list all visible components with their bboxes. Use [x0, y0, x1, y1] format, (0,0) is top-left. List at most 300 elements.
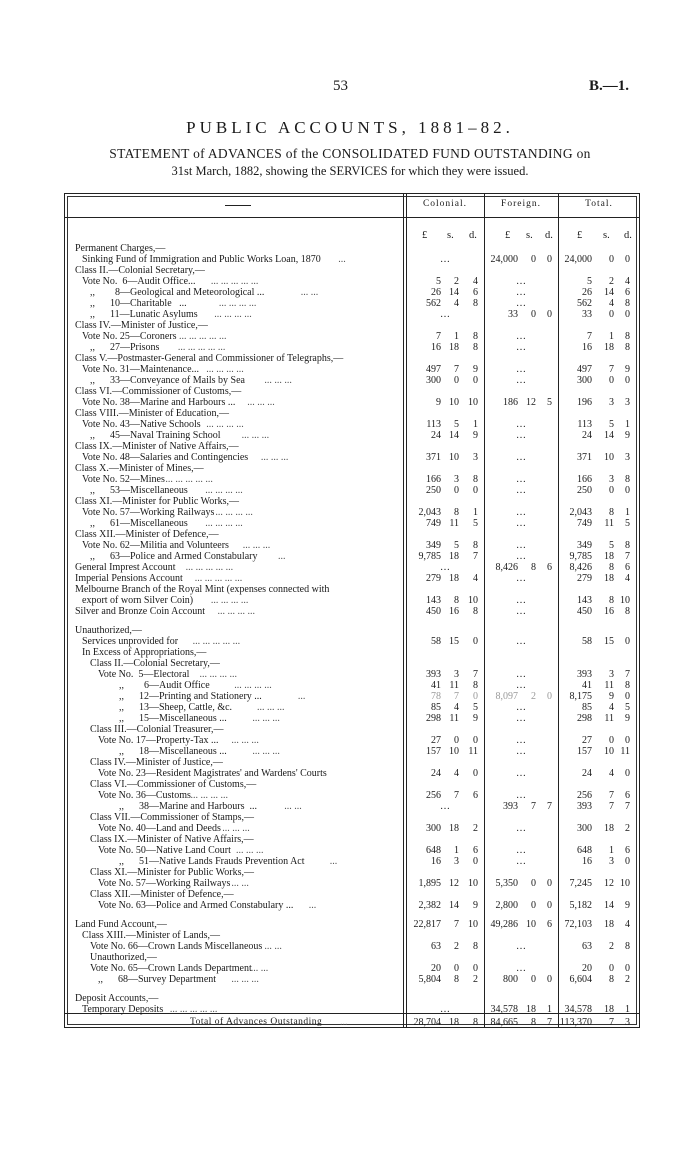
colonial-pounds: 300: [426, 823, 441, 834]
total-pounds: 562: [577, 298, 592, 309]
row-label: Total of Advances Outstanding: [190, 1017, 323, 1027]
leader-dots: ... ... ... ... ...: [165, 474, 213, 485]
total-pence: 10: [620, 878, 630, 889]
total-shillings: 0: [609, 963, 614, 974]
foreign-pence: 0: [547, 900, 552, 911]
total-shillings: 18: [604, 551, 614, 562]
total-pounds: 8,175: [569, 691, 592, 702]
foreign-nil: …: [516, 287, 526, 298]
leader-dots: ... ... ...: [231, 735, 259, 746]
foreign-shillings: 12: [526, 397, 536, 408]
colonial-shillings: 2: [454, 276, 459, 287]
foreign-nil: …: [516, 342, 526, 353]
total-pence: 4: [625, 573, 630, 584]
leader-dots: ... ...: [264, 941, 282, 952]
total-pounds: 300: [577, 375, 592, 386]
colonial-pence: 10: [468, 397, 478, 408]
statement-title: STATEMENT of ADVANCES of the CONSOLIDATED FUND OUTSTANDING on: [109, 146, 591, 161]
colonial-pence: 7: [473, 669, 478, 680]
total-shillings: 3: [609, 669, 614, 680]
total-pounds: 300: [577, 823, 592, 834]
colonial-pence: 0: [473, 735, 478, 746]
row-label: Vote No. 65—Crown Lands Department: [90, 963, 252, 974]
total-shillings: 4: [609, 702, 614, 713]
total-shillings: 0: [609, 735, 614, 746]
colonial-pounds: 256: [426, 790, 441, 801]
colonial-pounds: 450: [426, 606, 441, 617]
leader-dots: ... ... ... ... ...: [185, 562, 234, 573]
total-pence: 7: [625, 801, 630, 812]
foreign-nil: …: [516, 790, 526, 801]
total-pounds: 33: [582, 309, 592, 320]
row-label: In Excess of Appropriations,—: [82, 647, 207, 658]
total-shillings: 16: [604, 606, 614, 617]
colonial-pence: 5: [473, 518, 478, 529]
colonial-pounds: 113: [426, 419, 441, 430]
table-row: [0, 605, 700, 618]
total-pence: 3: [625, 452, 630, 463]
leader-dots: ... ... ... ... ...: [179, 331, 227, 342]
colonial-pounds: 166: [426, 474, 441, 485]
total-pounds: 749: [577, 518, 592, 529]
foreign-nil: …: [516, 941, 526, 952]
colonial-shillings: 8: [454, 595, 459, 606]
total-pence: 5: [625, 518, 630, 529]
total-pence: 8: [625, 540, 630, 551]
total-pence: 0: [625, 768, 630, 779]
total-pounds: 6,604: [569, 974, 592, 985]
row-label: Class VI.—Commissioner of Customs,—: [75, 386, 242, 397]
colonial-pounds: 78: [431, 691, 441, 702]
total-pence: 8: [625, 941, 630, 952]
colonial-shillings: 8: [454, 507, 459, 518]
colonial-pence: 10: [468, 919, 478, 930]
leader-dots: ... ... ... ...: [218, 298, 257, 309]
total-shillings: 0: [609, 254, 614, 265]
foreign-pence: 7: [547, 801, 552, 812]
foreign-shillings: 0: [531, 309, 536, 320]
document-reference: B.—1.: [589, 78, 630, 94]
colonial-header: Colonial.: [422, 199, 468, 209]
colonial-pence: 0: [473, 768, 478, 779]
colonial-shillings: 18: [449, 1017, 459, 1028]
total-shillings: 0: [609, 485, 614, 496]
leader-dots: ... ... ...: [260, 452, 289, 463]
colonial-shillings: 0: [454, 485, 459, 496]
colonial-pounds: 648: [426, 845, 441, 856]
total-pounds: 24: [582, 768, 592, 779]
total-pence: 0: [625, 309, 630, 320]
colonial-shillings: 11: [449, 518, 459, 529]
total-shillings: 5: [609, 540, 614, 551]
total-pounds: 143: [577, 595, 592, 606]
total-pounds: 2,043: [569, 507, 592, 518]
colonial-pence: 9: [473, 430, 478, 441]
colonial-pence: 8: [473, 1017, 478, 1028]
colonial-pence: 0: [473, 375, 478, 386]
foreign-nil: …: [516, 375, 526, 386]
colonial-pence: 9: [473, 364, 478, 375]
colonial-pounds: 16: [431, 856, 441, 867]
foreign-pence: 7: [547, 1017, 552, 1028]
total-shillings: 8: [609, 974, 614, 985]
total-shillings: 10: [604, 452, 614, 463]
table-row: [0, 1003, 700, 1016]
total-pence: 7: [625, 551, 630, 562]
colonial-pounds: 1,895: [418, 878, 441, 889]
leader-dots: ... ... ... ...: [214, 309, 252, 320]
total-shillings: 8: [609, 507, 614, 518]
leader-dots: ... ... ... ...: [205, 518, 243, 529]
foreign-nil: …: [516, 768, 526, 779]
page-title: PUBLIC ACCOUNTS, 1881–82.: [186, 118, 514, 137]
total-pounds: 24: [582, 430, 592, 441]
row-label: Vote No. 43—Native Schools: [82, 419, 201, 430]
total-pence: 9: [625, 430, 630, 441]
total-shillings: 2: [609, 941, 614, 952]
total-pence: 0: [625, 691, 630, 702]
row-label: Class VI.—Commissioner of Customs,—: [90, 779, 257, 790]
total-pence: 8: [625, 474, 630, 485]
leader-dots: ... ... ... ... ...: [194, 573, 243, 584]
colonial-pence: 8: [473, 474, 478, 485]
total-shillings: 5: [609, 419, 614, 430]
foreign-pounds: 8,426: [495, 562, 518, 573]
colonial-shillings: 14: [449, 900, 459, 911]
foreign-pence: 1: [547, 1004, 552, 1015]
colonial-pence: 0: [473, 963, 478, 974]
foreign-shillings: 10: [526, 919, 536, 930]
colonial-pence: 2: [473, 823, 478, 834]
foreign-pence: 0: [547, 974, 552, 985]
table-row: [0, 899, 700, 912]
row-label: ,, 27—Prisons: [90, 342, 160, 353]
pence-unit: d.: [469, 230, 477, 241]
total-pounds: 371: [577, 452, 592, 463]
colonial-shillings: 10: [449, 452, 459, 463]
total-pence: 3: [625, 397, 630, 408]
colonial-pence: 8: [473, 606, 478, 617]
leader-dots: ...: [308, 900, 317, 911]
row-label: Class VIII.—Minister of Education,—: [75, 408, 229, 419]
total-pence: 11: [620, 746, 630, 757]
colonial-pence: 6: [473, 790, 478, 801]
colonial-shillings: 3: [454, 856, 459, 867]
colonial-pence: 2: [473, 974, 478, 985]
colonial-nil: …: [440, 1004, 450, 1015]
row-label: Silver and Bronze Coin Account: [75, 606, 205, 617]
total-shillings: 0: [609, 375, 614, 386]
colonial-pence: 11: [468, 746, 478, 757]
foreign-pounds: 5,350: [495, 878, 518, 889]
leader-dots: ... ... ... ... ...: [210, 276, 259, 287]
total-shillings: 14: [604, 900, 614, 911]
colonial-pence: 8: [473, 331, 478, 342]
colonial-pounds: 497: [426, 364, 441, 375]
leader-dots: ... ... ... ...: [234, 680, 272, 691]
total-pounds: 5: [587, 276, 592, 287]
total-shillings: 18: [604, 823, 614, 834]
total-shillings: 11: [604, 680, 614, 691]
colonial-pence: 0: [473, 636, 478, 647]
total-pence: 0: [625, 963, 630, 974]
total-shillings: 18: [604, 919, 614, 930]
foreign-nil: …: [516, 702, 526, 713]
colonial-pence: 0: [473, 856, 478, 867]
colonial-shillings: 16: [449, 606, 459, 617]
total-pounds: 113: [577, 419, 592, 430]
colonial-shillings: 4: [454, 702, 459, 713]
row-label: Vote No. 50—Native Land Court: [98, 845, 231, 856]
colonial-shillings: 18: [449, 551, 459, 562]
row-label: ,, 33—Conveyance of Mails by Sea: [90, 375, 245, 386]
total-shillings: 7: [609, 364, 614, 375]
leader-dots: ... ... ... ...: [190, 790, 228, 801]
leader-dots: ... ... ...: [264, 375, 292, 386]
row-label: Vote No. 17—Property-Tax ...: [98, 735, 219, 746]
foreign-nil: …: [516, 507, 526, 518]
foreign-nil: …: [516, 485, 526, 496]
colonial-shillings: 12: [449, 878, 459, 889]
colonial-nil: …: [440, 254, 450, 265]
foreign-nil: …: [516, 518, 526, 529]
colonial-shillings: 8: [454, 974, 459, 985]
row-label: Vote No. 57—Working Railways: [98, 878, 231, 889]
total-shillings: 7: [609, 1017, 614, 1028]
colonial-pounds: 371: [426, 452, 441, 463]
colonial-pounds: 250: [426, 485, 441, 496]
total-header: Total.: [585, 199, 613, 209]
colonial-pence: 8: [473, 298, 478, 309]
foreign-pounds: 33: [508, 309, 518, 320]
row-label: Vote No. 40—Land and Deeds: [98, 823, 221, 834]
leader-dots: ... ... ... ... ...: [192, 636, 241, 647]
total-shillings: 18: [604, 1004, 614, 1015]
total-pounds: 196: [577, 397, 592, 408]
statement-subtitle: 31st March, 1882, showing the SERVICES for which they were issued.: [171, 164, 529, 178]
total-shillings: 2: [609, 276, 614, 287]
total-shillings: 14: [604, 287, 614, 298]
leader-dots: ... ... ...: [247, 397, 275, 408]
colonial-shillings: 2: [454, 941, 459, 952]
colonial-shillings: 14: [449, 287, 459, 298]
total-pounds: 8,426: [569, 562, 592, 573]
total-shillings: 1: [609, 331, 614, 342]
pence-unit: d.: [624, 230, 632, 241]
foreign-header: Foreign.: [501, 199, 541, 209]
colonial-shillings: 5: [454, 419, 459, 430]
total-shillings: 1: [609, 845, 614, 856]
leader-dots: ...: [340, 1017, 348, 1028]
row-label: Vote No. 57—Working Railways: [82, 507, 215, 518]
colonial-pounds: 279: [426, 573, 441, 584]
leader-dots: ... ...: [231, 878, 249, 889]
colonial-pounds: 393: [426, 669, 441, 680]
total-shillings: 7: [609, 790, 614, 801]
row-label: Services unprovided for: [82, 636, 179, 647]
row-label: ,, 8—Geological and Meteorological ...: [90, 287, 265, 298]
total-shillings: 3: [609, 856, 614, 867]
total-shillings: 9: [609, 691, 614, 702]
total-shillings: 18: [604, 342, 614, 353]
colonial-pounds: 9,785: [418, 551, 441, 562]
total-pounds: 26: [582, 287, 592, 298]
colonial-pounds: 24: [431, 768, 441, 779]
shillings-unit: s.: [526, 230, 533, 241]
row-label: Class XIII.—Minister of Lands,—: [82, 930, 221, 941]
colonial-pounds: 157: [426, 746, 441, 757]
row-label: Vote No. 25—Coroners: [82, 331, 177, 342]
total-pounds: 113,370: [559, 1017, 592, 1028]
colonial-pounds: 749: [426, 518, 441, 529]
total-shillings: 3: [609, 397, 614, 408]
colonial-shillings: 18: [449, 342, 459, 353]
total-shillings: 0: [609, 309, 614, 320]
colonial-shillings: 4: [454, 298, 459, 309]
foreign-nil: …: [516, 364, 526, 375]
total-pence: 9: [625, 713, 630, 724]
total-pounds: 7: [587, 331, 592, 342]
foreign-pounds: 393: [503, 801, 518, 812]
total-pence: 6: [625, 790, 630, 801]
total-pounds: 298: [577, 713, 592, 724]
total-pence: 6: [625, 287, 630, 298]
colonial-pounds: 20: [431, 963, 441, 974]
colonial-pence: 7: [473, 551, 478, 562]
colonial-nil: …: [440, 309, 450, 320]
foreign-nil: …: [516, 669, 526, 680]
total-pence: 1: [625, 419, 630, 430]
foreign-nil: …: [516, 606, 526, 617]
description-header-dash: [225, 205, 251, 206]
colonial-shillings: 11: [449, 680, 459, 691]
row-label: ,, 15—Miscellaneous ...: [119, 713, 227, 724]
foreign-pence: 0: [547, 691, 552, 702]
colonial-pounds: 24: [431, 430, 441, 441]
row-label: Permanent Charges,—: [75, 243, 166, 254]
total-pence: 1: [625, 1004, 630, 1015]
foreign-nil: …: [516, 452, 526, 463]
leader-dots: ... ... ...: [252, 746, 280, 757]
colonial-pence: 8: [473, 941, 478, 952]
row-label: Land Fund Account,—: [75, 919, 167, 930]
total-row: [0, 1016, 700, 1029]
colonial-shillings: 5: [454, 540, 459, 551]
row-label: Unauthorized,—: [90, 952, 157, 963]
colonial-pence: 9: [473, 713, 478, 724]
row-label: Sinking Fund of Immigration and Public Works Loan, 1870: [82, 254, 321, 265]
table-row: [0, 973, 700, 986]
foreign-nil: …: [516, 845, 526, 856]
total-pounds: 250: [577, 485, 592, 496]
foreign-nil: …: [516, 474, 526, 485]
total-pounds: 72,103: [564, 919, 592, 930]
total-pounds: 85: [582, 702, 592, 713]
total-pounds: 34,578: [564, 1004, 592, 1015]
total-pounds: 5,182: [569, 900, 592, 911]
leader-dots: ... ...: [300, 287, 319, 298]
total-pence: 6: [625, 562, 630, 573]
total-pence: 0: [625, 636, 630, 647]
colonial-shillings: 3: [454, 474, 459, 485]
total-pence: 8: [625, 606, 630, 617]
total-pence: 0: [625, 856, 630, 867]
row-label: Class III.—Colonial Treasurer,—: [90, 724, 224, 735]
total-pounds: 648: [577, 845, 592, 856]
colonial-shillings: 15: [449, 636, 459, 647]
leader-dots: ... ... ... ... ...: [169, 1004, 218, 1015]
foreign-pounds: 800: [503, 974, 518, 985]
colonial-pence: 6: [473, 287, 478, 298]
row-label: Vote No. 36—Customs: [98, 790, 191, 801]
row-label: Deposit Accounts,—: [75, 993, 159, 1004]
row-label: Temporary Deposits: [82, 1004, 164, 1015]
row-label: ,, 68—Survey Department: [98, 974, 217, 985]
row-label: Class VII.—Commissioner of Stamps,—: [90, 812, 254, 823]
row-label: ,, 13—Sheep, Cattle, &c.: [119, 702, 233, 713]
total-pence: 2: [625, 974, 630, 985]
colonial-shillings: 0: [454, 375, 459, 386]
total-shillings: 7: [609, 801, 614, 812]
total-pence: 8: [625, 298, 630, 309]
total-pounds: 58: [582, 636, 592, 647]
colonial-shillings: 0: [454, 963, 459, 974]
leader-dots: ... ... ... ... ...: [177, 342, 226, 353]
colonial-pounds: 58: [431, 636, 441, 647]
total-pounds: 41: [582, 680, 592, 691]
row-label: Vote No. 38—Marine and Harbours ...: [82, 397, 236, 408]
total-shillings: 18: [604, 573, 614, 584]
leader-dots: ... ... ... ...: [217, 606, 255, 617]
row-label: Vote No. 66—Crown Lands Miscellaneous: [90, 941, 263, 952]
foreign-nil: …: [516, 735, 526, 746]
colonial-shillings: 1: [454, 845, 459, 856]
total-shillings: 3: [609, 474, 614, 485]
total-pounds: 497: [577, 364, 592, 375]
colonial-pounds: 5,804: [418, 974, 441, 985]
total-pence: 8: [625, 331, 630, 342]
colonial-pounds: 143: [426, 595, 441, 606]
pounds-unit: £: [505, 230, 511, 241]
row-label: ,, 12—Printing and Stationery ...: [119, 691, 262, 702]
leader-dots: ... ... ...: [241, 430, 270, 441]
total-shillings: 15: [604, 636, 614, 647]
colonial-nil: …: [440, 562, 450, 573]
colonial-pence: 5: [473, 702, 478, 713]
colonial-pounds: 298: [426, 713, 441, 724]
total-shillings: 14: [604, 430, 614, 441]
leader-dots: ... ... ... ...: [206, 364, 244, 375]
row-label: Vote No. 63—Police and Armed Constabulary ...: [98, 900, 294, 911]
row-label: ,, 10—Charitable ...: [90, 298, 187, 309]
colonial-shillings: 7: [454, 691, 459, 702]
row-label: ,, 38—Marine and Harbours ...: [119, 801, 258, 812]
colonial-pounds: 26: [431, 287, 441, 298]
colonial-pounds: 63: [431, 941, 441, 952]
foreign-nil: …: [516, 276, 526, 287]
total-pence: 4: [625, 276, 630, 287]
foreign-nil: …: [516, 298, 526, 309]
total-pence: 9: [625, 900, 630, 911]
leader-dots: ... ... ...: [252, 713, 280, 724]
colonial-shillings: 3: [454, 669, 459, 680]
leader-dots: ... ...: [250, 963, 269, 974]
leader-dots: ... ... ...: [242, 540, 271, 551]
colonial-shillings: 10: [449, 746, 459, 757]
colonial-pounds: 85: [431, 702, 441, 713]
foreign-pence: 6: [547, 919, 552, 930]
colonial-pence: 3: [473, 452, 478, 463]
